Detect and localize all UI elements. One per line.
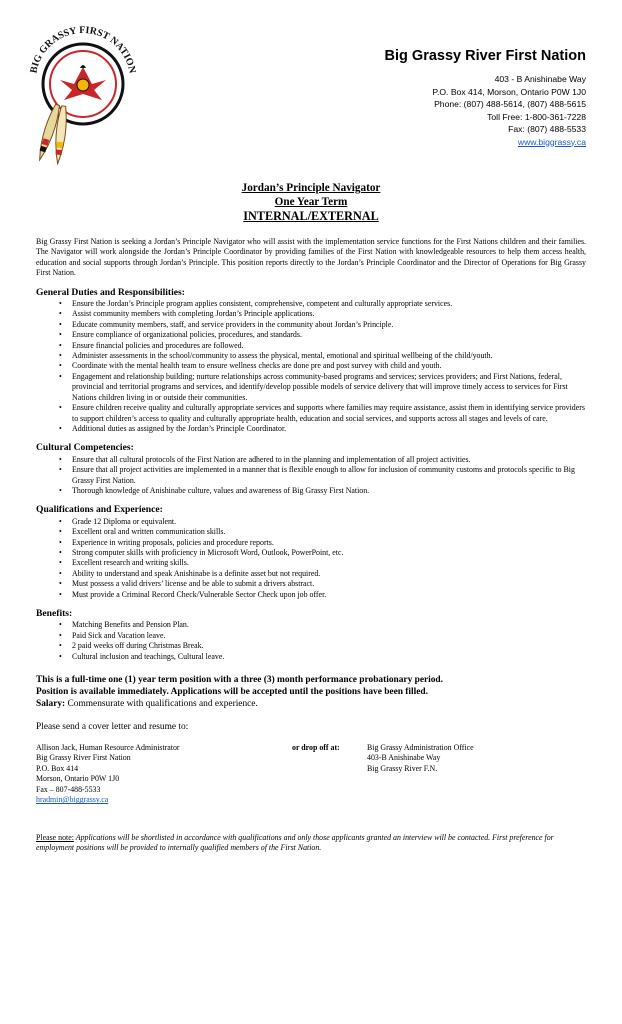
note-label: Please note: [36, 832, 74, 842]
list-item: • Ensure children receive quality and culturally appropriate services and supports where families may require assistance, assist them in identifying service providers to support children’s access to quality and culturally appropriate health, education and social services, and supports across all stages and levels of care. [72, 403, 586, 424]
list-item: • Paid Sick and Vacation leave. [72, 631, 586, 641]
list-item: • Educate community members, staff, and service providers in the community about Jordan’s Principle. [72, 320, 586, 330]
contact-line: Fax – 807-488-5533 [36, 784, 101, 794]
section-heading: General Duties and Responsibilities: [36, 286, 185, 298]
dropoff-line: Big Grassy Administration Office [367, 742, 474, 752]
job-title: Jordan’s Principle Navigator [241, 182, 381, 194]
salary-text: Commensurate with qualifications and experience. [65, 699, 258, 710]
list-item: • Ensure the Jordan’s Principle program applies consistent, comprehensive, competent and culturally appropriate services. [72, 299, 586, 309]
contact-line: Allison Jack, Human Resource Administrator [36, 742, 180, 752]
intro-paragraph: Big Grassy First Nation is seeking a Jordan’s Principle Navigator who will assist with the implementation service functions for the First Nations children and their families. The Navigator will work alongside the Jordan’s Principle Coordinator by providing families of the First Nation with knowledgeable resources to help them access health, education and social supports through Jordan’s Principle. This position reports directly to the Jordan’s Principle Coordinator and the Director of Operations for Big Grassy First Nation. [36, 237, 586, 278]
footnote [36, 833, 586, 853]
phone-line: Phone: (807) 488-5614, (807) 488-5615 [434, 99, 586, 109]
logo-emblem [22, 22, 144, 172]
fax-line: Fax: (807) 488-5533 [508, 124, 586, 134]
org-name: Big Grassy River First Nation [384, 48, 586, 64]
tollfree-line: Toll Free: 1-800-361-7228 [487, 111, 586, 122]
dropoff-address [367, 743, 474, 775]
list-item: • Must possess a valid drivers’ license and be able to submit a drivers abstract. [72, 579, 586, 589]
list-item: • Strong computer skills with proficiency in Microsoft Word, Outlook, PowerPoint, etc. [72, 548, 586, 558]
list-item: • Excellent oral and written communication skills. [72, 527, 586, 537]
mail-contact [36, 743, 180, 806]
section-list [36, 299, 586, 434]
salary-label: Salary: [36, 699, 66, 710]
section-list [36, 455, 586, 497]
send-instructions: Please send a cover letter and resume to: [36, 722, 189, 733]
salary-line [36, 698, 586, 710]
list-item: • Ability to understand and speak Anishinabe is a definite asset but not required. [72, 569, 586, 579]
dropoff-line: 403-B Anishinabe Way [367, 753, 441, 763]
availability-statement: Position is available immediately. Applications will be accepted until the positions have been filled. [36, 687, 428, 698]
section-heading: Qualifications and Experience: [36, 504, 163, 516]
list-item: • Coordinate with the mental health team to ensure wellness checks are done pre and post survey with child and youth. [72, 361, 586, 371]
section-heading: Benefits: [36, 608, 73, 619]
section-list [36, 517, 586, 600]
list-item: • Thorough knowledge of Anishinabe culture, values and awareness of Big Grassy First Nation. [72, 486, 586, 496]
job-title-block [0, 181, 622, 223]
sections [36, 288, 586, 662]
posting-body [36, 237, 586, 853]
list-item: • Excellent research and writing skills. [72, 558, 586, 568]
note-text: Applications will be shortlisted in accordance with qualifications and only those applicants granted an interview will be contacted. First preference for employment positions will be provided to internally qualified members of the First Nation. [36, 832, 554, 852]
list-item: • Matching Benefits and Pension Plan. [72, 620, 586, 630]
dropoff-label: or drop off at: [292, 742, 340, 752]
job-term: One Year Term [274, 196, 348, 208]
list-item: • Engagement and relationship building; nurture relationships across community-based programs and services; services providers; and First Nations, federal, provincial and territorial programs and services, and identify/develop possible models of service delivery that will improve timely access to services for First Nations children living in or outside their communities. [72, 372, 586, 403]
dropoff-line: Big Grassy River F.N. [367, 763, 438, 773]
list-item: • Assist community members with completing Jordan’s Principle applications. [72, 309, 586, 319]
contact-line: Morson, Ontario P0W 1J0 [36, 774, 120, 784]
job-scope: INTERNAL/EXTERNAL [243, 209, 379, 223]
contact-block [36, 743, 586, 823]
term-statement: This is a full-time one (1) year term position with a three (3) month performance probationary period. [36, 675, 443, 686]
section-list [36, 620, 586, 662]
website-link[interactable]: www.biggrassy.ca [517, 136, 586, 147]
contact-line: P.O. Box 414 [36, 763, 79, 773]
org-header [385, 48, 586, 148]
list-item: • Administer assessments in the school/community to assess the physical, mental, emotional and spiritual wellbeing of the child/youth. [72, 351, 586, 361]
list-item: • Ensure that all project activities are implemented in a manner that is flexible enough to allow for inclusion of community customs and protocols specific to Big Grassy First Nation. [72, 465, 586, 486]
list-item: • Ensure financial policies and procedures are followed. [72, 341, 586, 351]
logo [22, 22, 144, 172]
contact-line: Big Grassy River First Nation [36, 753, 131, 763]
email-link[interactable]: hradmin@biggrassy.ca [36, 795, 109, 805]
list-item: • Must provide a Criminal Record Check/Vulnerable Sector Check upon job offer. [72, 590, 586, 600]
section-heading: Cultural Competencies: [36, 442, 134, 454]
list-item: • Cultural inclusion and teachings, Cultural leave. [72, 652, 586, 662]
address-line: P.O. Box 414, Morson, Ontario P0W 1J0 [432, 86, 586, 97]
list-item: • Additional duties as assigned by the Jordan’s Principle Coordinator. [72, 424, 586, 434]
list-item: • Ensure that all cultural protocols of the First Nation are adhered to in the planning and implementation of all project activities. [72, 455, 586, 465]
list-item: • 2 paid weeks off during Christmas Break. [72, 641, 586, 651]
list-item: • Ensure compliance of organizational policies, procedures, and standards. [72, 330, 586, 340]
list-item: • Experience in writing proposals, policies and procedure reports. [72, 538, 586, 548]
list-item: • Grade 12 Diploma or equivalent. [72, 517, 586, 527]
logo-arc-text: BIG GRASSY FIRST NATION [28, 24, 138, 75]
address-line: 403 - B Anishinabe Way [494, 74, 586, 84]
